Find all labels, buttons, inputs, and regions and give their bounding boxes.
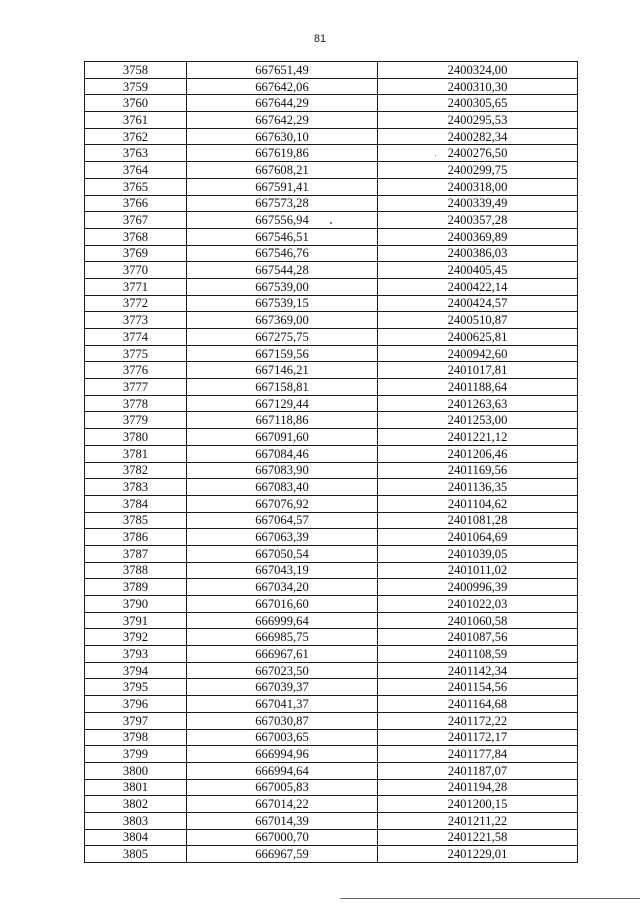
bottom-edge-line [340, 898, 640, 899]
y-coordinate-cell: 2401194,28 [378, 779, 578, 796]
x-coordinate-cell: 667016,60 [187, 596, 378, 613]
point-number-cell: 3760 [85, 95, 187, 112]
x-coordinate-cell: 667083,40 [187, 479, 378, 496]
point-number-cell: 3764 [85, 162, 187, 179]
point-number-cell: 3778 [85, 395, 187, 412]
point-number-cell: 3805 [85, 846, 187, 863]
table-row [85, 429, 578, 446]
point-number-cell: 3804 [85, 829, 187, 846]
x-coordinate-cell: 667159,56 [187, 345, 378, 362]
point-number-cell: 3790 [85, 596, 187, 613]
point-number-cell: 3782 [85, 462, 187, 479]
y-coordinate-cell: 2401172,17 [378, 729, 578, 746]
point-number-cell: 3799 [85, 746, 187, 763]
x-coordinate-cell: 667091,60 [187, 429, 378, 446]
point-number-cell: 3781 [85, 445, 187, 462]
table-row [85, 762, 578, 779]
point-number-cell: 3794 [85, 662, 187, 679]
y-coordinate-cell: 2401263,63 [378, 395, 578, 412]
x-coordinate-cell: 667076,92 [187, 495, 378, 512]
y-coordinate-cell: 2401172,22 [378, 712, 578, 729]
x-coordinate-cell: 667063,39 [187, 529, 378, 546]
x-coordinate-cell: 667030,87 [187, 712, 378, 729]
table-row [85, 596, 578, 613]
y-coordinate-cell: 2400510,87 [378, 312, 578, 329]
table-row [85, 295, 578, 312]
point-number-cell: 3769 [85, 245, 187, 262]
x-coordinate-cell: 667644,29 [187, 95, 378, 112]
y-coordinate-cell: 2400299,75 [378, 162, 578, 179]
y-coordinate-cell: 2401206,46 [378, 445, 578, 462]
table-row [85, 112, 578, 129]
y-coordinate-cell: 2401229,01 [378, 846, 578, 863]
x-coordinate-cell: 667064,57 [187, 512, 378, 529]
table-row [85, 162, 578, 179]
x-coordinate-cell: 667642,06 [187, 78, 378, 95]
y-coordinate-cell: 2401104,62 [378, 495, 578, 512]
y-coordinate-cell: 2400295,53 [378, 112, 578, 129]
table-row [85, 379, 578, 396]
x-coordinate-cell: 667118,86 [187, 412, 378, 429]
point-number-cell: 3783 [85, 479, 187, 496]
y-coordinate-cell: 2400405,45 [378, 262, 578, 279]
coordinates-table-body [85, 62, 578, 863]
y-coordinate-cell: 2400422,14 [378, 278, 578, 295]
table-row [85, 712, 578, 729]
x-coordinate-cell: 667573,28 [187, 195, 378, 212]
x-coordinate-cell: 667275,75 [187, 329, 378, 346]
table-row [85, 529, 578, 546]
y-coordinate-cell: 2401169,56 [378, 462, 578, 479]
y-coordinate-cell: 2401108,59 [378, 646, 578, 663]
table-row [85, 812, 578, 829]
table-row [85, 579, 578, 596]
x-coordinate-cell: 667544,28 [187, 262, 378, 279]
table-row [85, 512, 578, 529]
y-coordinate-cell: 2401060,58 [378, 612, 578, 629]
table-row [85, 662, 578, 679]
table-row [85, 345, 578, 362]
table-row [85, 329, 578, 346]
point-number-cell: 3801 [85, 779, 187, 796]
x-coordinate-cell: 667083,90 [187, 462, 378, 479]
y-coordinate-cell: 2401154,56 [378, 679, 578, 696]
y-coordinate-cell: 2401022,03 [378, 596, 578, 613]
x-coordinate-cell: 667003,65 [187, 729, 378, 746]
x-coordinate-cell: 667556,94 [187, 212, 378, 229]
point-number-cell: 3772 [85, 295, 187, 312]
point-number-cell: 3797 [85, 712, 187, 729]
y-coordinate-cell: 2400996,39 [378, 579, 578, 596]
point-number-cell: 3777 [85, 379, 187, 396]
x-coordinate-cell: 667050,54 [187, 545, 378, 562]
point-number-cell: 3791 [85, 612, 187, 629]
x-coordinate-cell: 667039,37 [187, 679, 378, 696]
table-row [85, 362, 578, 379]
y-coordinate-cell: 2401187,07 [378, 762, 578, 779]
point-number-cell: 3786 [85, 529, 187, 546]
y-coordinate-cell: 2401221,58 [378, 829, 578, 846]
x-coordinate-cell: 667630,10 [187, 128, 378, 145]
page-number: 81 [313, 33, 327, 45]
y-coordinate-cell: 2400282,34 [378, 128, 578, 145]
x-coordinate-cell: 667651,49 [187, 62, 378, 79]
y-coordinate-cell: 2400625,81 [378, 329, 578, 346]
coordinates-table [84, 61, 578, 863]
table-row [85, 545, 578, 562]
y-coordinate-cell: 2400424,57 [378, 295, 578, 312]
point-number-cell: 3758 [85, 62, 187, 79]
x-coordinate-cell: 667005,83 [187, 779, 378, 796]
table-row [85, 412, 578, 429]
table-row [85, 178, 578, 195]
point-number-cell: 3788 [85, 562, 187, 579]
x-coordinate-cell: 667546,76 [187, 245, 378, 262]
point-number-cell: 3802 [85, 796, 187, 813]
point-number-cell: 3773 [85, 312, 187, 329]
x-coordinate-cell: 667043,19 [187, 562, 378, 579]
x-coordinate-cell: 667023,50 [187, 662, 378, 679]
table-row [85, 846, 578, 863]
x-coordinate-cell: 667619,86 [187, 145, 378, 162]
table-row [85, 646, 578, 663]
point-number-cell: 3762 [85, 128, 187, 145]
y-coordinate-cell: 2401253,00 [378, 412, 578, 429]
x-coordinate-cell: 667539,15 [187, 295, 378, 312]
table-row [85, 212, 578, 229]
y-coordinate-cell: 2401087,56 [378, 629, 578, 646]
table-row [85, 395, 578, 412]
y-coordinate-cell: 2401164,68 [378, 696, 578, 713]
x-coordinate-cell: 667369,00 [187, 312, 378, 329]
y-coordinate-cell: 2400369,89 [378, 228, 578, 245]
y-coordinate-cell: 2401211,22 [378, 812, 578, 829]
table-row [85, 562, 578, 579]
point-number-cell: 3803 [85, 812, 187, 829]
table-row [85, 195, 578, 212]
y-coordinate-cell: 2401017,81 [378, 362, 578, 379]
y-coordinate-cell: 2400318,00 [378, 178, 578, 195]
y-coordinate-cell: 2401177,84 [378, 746, 578, 763]
point-number-cell: 3765 [85, 178, 187, 195]
table-row [85, 95, 578, 112]
x-coordinate-cell: 666994,64 [187, 762, 378, 779]
point-number-cell: 3792 [85, 629, 187, 646]
point-number-cell: 3775 [85, 345, 187, 362]
table-row [85, 78, 578, 95]
scan-speck [330, 222, 332, 224]
point-number-cell: 3798 [85, 729, 187, 746]
y-coordinate-cell: 2400310,30 [378, 78, 578, 95]
x-coordinate-cell: 667034,20 [187, 579, 378, 596]
y-coordinate-cell: 2401039,05 [378, 545, 578, 562]
table-row [85, 679, 578, 696]
y-coordinate-cell: 2400339,49 [378, 195, 578, 212]
table-row [85, 445, 578, 462]
table-row [85, 479, 578, 496]
table-row [85, 746, 578, 763]
y-coordinate-cell: 2401200,15 [378, 796, 578, 813]
y-coordinate-cell: 2401188,64 [378, 379, 578, 396]
table-row [85, 262, 578, 279]
y-coordinate-cell: 2400324,00 [378, 62, 578, 79]
point-number-cell: 3766 [85, 195, 187, 212]
point-number-cell: 3787 [85, 545, 187, 562]
y-coordinate-cell: 2401142,34 [378, 662, 578, 679]
point-number-cell: 3793 [85, 646, 187, 663]
x-coordinate-cell: 667084,46 [187, 445, 378, 462]
x-coordinate-cell: 667608,21 [187, 162, 378, 179]
table-row [85, 128, 578, 145]
x-coordinate-cell: 667129,44 [187, 395, 378, 412]
y-coordinate-cell: 2401221,12 [378, 429, 578, 446]
point-number-cell: 3763 [85, 145, 187, 162]
x-coordinate-cell: 666967,59 [187, 846, 378, 863]
point-number-cell: 3779 [85, 412, 187, 429]
point-number-cell: 3771 [85, 278, 187, 295]
point-number-cell: 3784 [85, 495, 187, 512]
y-coordinate-cell: 2401136,35 [378, 479, 578, 496]
table-row [85, 779, 578, 796]
x-coordinate-cell: 667539,00 [187, 278, 378, 295]
x-coordinate-cell: 667000,70 [187, 829, 378, 846]
table-row [85, 312, 578, 329]
point-number-cell: 3759 [85, 78, 187, 95]
x-coordinate-cell: 667146,21 [187, 362, 378, 379]
x-coordinate-cell: 667014,39 [187, 812, 378, 829]
table-row [85, 729, 578, 746]
point-number-cell: 3774 [85, 329, 187, 346]
x-coordinate-cell: 667014,22 [187, 796, 378, 813]
y-coordinate-cell: 2400305,65 [378, 95, 578, 112]
x-coordinate-cell: 667591,41 [187, 178, 378, 195]
table-row [85, 228, 578, 245]
x-coordinate-cell: 667158,81 [187, 379, 378, 396]
point-number-cell: 3785 [85, 512, 187, 529]
x-coordinate-cell: 666999,64 [187, 612, 378, 629]
y-coordinate-cell: 2400357,28 [378, 212, 578, 229]
point-number-cell: 3767 [85, 212, 187, 229]
table-row [85, 145, 578, 162]
point-number-cell: 3768 [85, 228, 187, 245]
x-coordinate-cell: 667546,51 [187, 228, 378, 245]
y-coordinate-cell: 2400942,60 [378, 345, 578, 362]
table-row [85, 495, 578, 512]
table-row [85, 796, 578, 813]
x-coordinate-cell: 666985,75 [187, 629, 378, 646]
y-coordinate-cell: 2401064,69 [378, 529, 578, 546]
point-number-cell: 3776 [85, 362, 187, 379]
point-number-cell: 3761 [85, 112, 187, 129]
x-coordinate-cell: 667041,37 [187, 696, 378, 713]
table-row [85, 278, 578, 295]
table-row [85, 612, 578, 629]
y-coordinate-cell: 2401081,28 [378, 512, 578, 529]
x-coordinate-cell: 666994,96 [187, 746, 378, 763]
point-number-cell: 3789 [85, 579, 187, 596]
table-row [85, 62, 578, 79]
point-number-cell: 3770 [85, 262, 187, 279]
point-number-cell: 3780 [85, 429, 187, 446]
x-coordinate-cell: 666967,61 [187, 646, 378, 663]
table-row [85, 462, 578, 479]
table-row [85, 829, 578, 846]
y-coordinate-cell: 2401011,02 [378, 562, 578, 579]
table-row [85, 629, 578, 646]
scan-speck [435, 155, 436, 156]
y-coordinate-cell: 2400276,50 [378, 145, 578, 162]
point-number-cell: 3796 [85, 696, 187, 713]
point-number-cell: 3800 [85, 762, 187, 779]
y-coordinate-cell: 2400386,03 [378, 245, 578, 262]
x-coordinate-cell: 667642,29 [187, 112, 378, 129]
table-row [85, 696, 578, 713]
point-number-cell: 3795 [85, 679, 187, 696]
table-row [85, 245, 578, 262]
